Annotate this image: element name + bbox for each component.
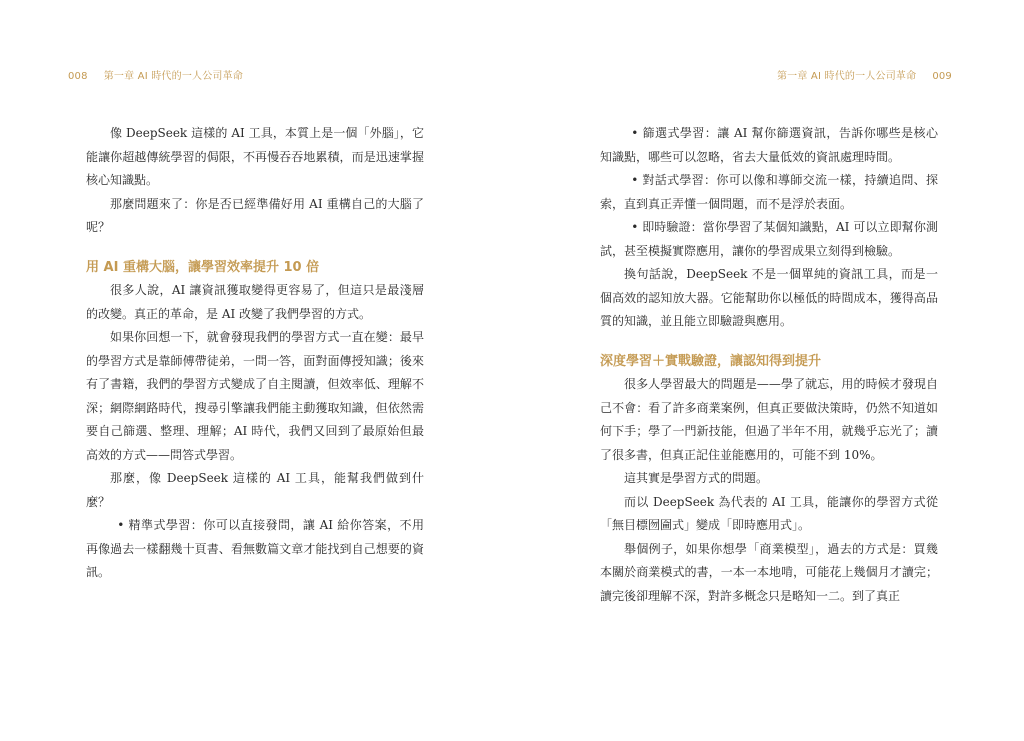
right-running-head [777, 67, 952, 82]
right-body-text [600, 122, 938, 608]
section-heading: 深度學習＋實戰驗證，讓認知得到提升 [600, 353, 822, 369]
right-page-number: 009 [932, 71, 952, 82]
right-page [512, 0, 1024, 741]
right-chapter-title: 第一章 AI 時代的一人公司革命 [776, 71, 917, 82]
section-heading: 用 AI 重構大腦，讓學習效率提升 10 倍 [86, 259, 320, 275]
paragraph: 如果你回想一下，就會發現我們的學習方式一直在變：最早的學習方式是靠師傅帶徒弟，一問一答，面對面傳授知識；後來有了書籍，我們的學習方式變成了自主閱讀，但效率低、理解不深；網際網路時代，搜尋引擎讓我們能主動獲取知識，但依然需要自己篩選、整理、理解；AI 時代，我們又回到了最原始但最高效的方式——問答式學習。 [86, 330, 424, 462]
left-page-number: 008 [68, 71, 88, 82]
paragraph: 這其實是學習方式的問題。 [624, 471, 769, 485]
bullet-item: • 精準式學習：你可以直接發問，讓 AI 給你答案，不用再像過去一樣翻幾十頁書、看無數篇文章才能找到自己想要的資訊。 [86, 518, 424, 579]
section-spacer [86, 240, 424, 256]
paragraph: 很多人學習最大的問題是——學了就忘，用的時候才發現自己不會：看了許多商業案例，但真正要做決策時，仍然不知道如何下手；學了一門新技能，但過了半年不用，就幾乎忘光了；讀了很多書，但真正記住並能應用的，可能不到 10%。 [600, 377, 938, 462]
bullet-item: • 對話式學習：你可以像和導師交流一樣，持續追問、探索，直到真正弄懂一個問題，而不是浮於表面。 [600, 173, 938, 211]
bullet-item: • 篩選式學習：讓 AI 幫你篩選資訊，告訴你哪些是核心知識點，哪些可以忽略，省去大量低效的資訊處理時間。 [600, 126, 938, 164]
left-body-text [86, 122, 424, 585]
paragraph: 而以 DeepSeek 為代表的 AI 工具，能讓你的學習方式從「無目標囫圇式」變成「即時應用式」。 [600, 494, 938, 532]
left-chapter-title: 第一章 AI 時代的一人公司革命 [103, 71, 244, 82]
paragraph: 那麼，像 DeepSeek 這樣的 AI 工具，能幫我們做到什麼？ [86, 471, 424, 509]
paragraph: 很多人說，AI 讓資訊獲取變得更容易了，但這只是最淺層的改變。真正的革命，是 AI 改變了我們學習的方式。 [86, 283, 424, 321]
paragraph: 舉個例子，如果你想學「商業模型」，過去的方式是：買幾本關於商業模式的書，一本一本地啃，可能花上幾個月才讀完；讀完後卻理解不深，對許多概念只是略知一二。到了真正 [600, 541, 938, 603]
paragraph: 換句話說，DeepSeek 不是一個單純的資訊工具，而是一個高效的認知放大器。它能幫助你以極低的時間成本，獲得高品質的知識，並且能立即驗證與應用。 [600, 267, 938, 328]
paragraph: 像 DeepSeek 這樣的 AI 工具，本質上是一個「外腦」，它能讓你超越傳統學習的侷限，不再慢吞吞地累積，而是迅速掌握核心知識點。 [86, 126, 424, 187]
section-spacer [600, 334, 938, 350]
left-running-head [68, 67, 243, 82]
bullet-item: • 即時驗證：當你學習了某個知識點，AI 可以立即幫你測試，甚至模擬實際應用，讓你的學習成果立刻得到檢驗。 [600, 220, 938, 258]
paragraph: 那麼問題來了：你是否已經準備好用 AI 重構自己的大腦了呢？ [86, 196, 424, 234]
